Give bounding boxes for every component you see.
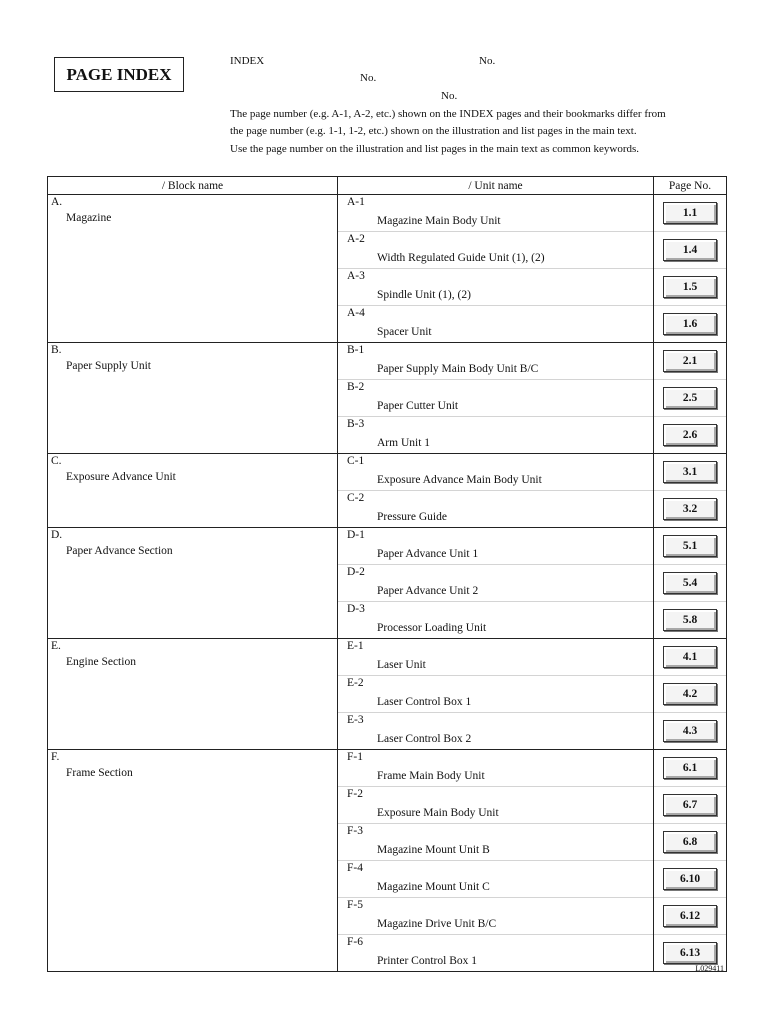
unit-name: Spacer Unit	[377, 326, 432, 338]
page-cell	[654, 602, 727, 639]
block-name: Engine Section	[66, 656, 136, 668]
unit-name: Paper Advance Unit 1	[377, 548, 479, 560]
unit-code: F-6	[347, 936, 363, 948]
unit-cell	[338, 898, 654, 935]
page-cell	[654, 898, 727, 935]
unit-code: F-1	[347, 751, 363, 763]
page-cell	[654, 750, 727, 787]
block-cell	[48, 750, 338, 972]
unit-cell	[338, 380, 654, 417]
column-header-unit: / Unit name	[338, 177, 654, 195]
page-cell	[654, 232, 727, 269]
unit-code: F-5	[347, 899, 363, 911]
unit-name: Magazine Main Body Unit	[377, 215, 501, 227]
table-row	[48, 454, 727, 491]
unit-cell	[338, 528, 654, 565]
page-cell	[654, 565, 727, 602]
block-name: Frame Section	[66, 767, 133, 779]
unit-cell	[338, 861, 654, 898]
block-name: Exposure Advance Unit	[66, 471, 176, 483]
unit-name: Paper Advance Unit 2	[377, 585, 479, 597]
table-row	[48, 195, 727, 232]
page-link-button[interactable]: 6.13	[663, 942, 717, 964]
page-link-button[interactable]: 6.8	[663, 831, 717, 853]
unit-code: C-2	[347, 492, 365, 504]
unit-code: D-1	[347, 529, 365, 541]
unit-code: E-2	[347, 677, 364, 689]
unit-cell	[338, 639, 654, 676]
block-code: F.	[51, 751, 60, 763]
block-name: Magazine	[66, 212, 112, 224]
unit-code: B-3	[347, 418, 365, 430]
unit-cell	[338, 343, 654, 380]
page-link-button[interactable]: 3.1	[663, 461, 717, 483]
unit-name: Magazine Drive Unit B/C	[377, 918, 497, 930]
block-cell	[48, 343, 338, 454]
page-link-button[interactable]: 1.1	[663, 202, 717, 224]
page-link-button[interactable]: 4.1	[663, 646, 717, 668]
unit-name: Pressure Guide	[377, 511, 447, 523]
unit-code: F-3	[347, 825, 363, 837]
block-name: Paper Supply Unit	[66, 360, 151, 372]
page-index-table	[47, 176, 727, 972]
unit-name: Frame Main Body Unit	[377, 770, 485, 782]
page-link-button[interactable]: 1.4	[663, 239, 717, 261]
page-cell	[654, 417, 727, 454]
page-link-button[interactable]: 4.3	[663, 720, 717, 742]
page-cell	[654, 454, 727, 491]
page-title: PAGE INDEX	[54, 57, 184, 92]
unit-cell	[338, 750, 654, 787]
page-link-button[interactable]: 6.12	[663, 905, 717, 927]
page-cell	[654, 343, 727, 380]
block-cell	[48, 639, 338, 750]
page-cell	[654, 491, 727, 528]
block-code: B.	[51, 344, 62, 356]
page-link-button[interactable]: 2.1	[663, 350, 717, 372]
unit-name: Paper Supply Main Body Unit B/C	[377, 363, 539, 375]
unit-cell	[338, 195, 654, 232]
unit-cell	[338, 491, 654, 528]
unit-cell	[338, 269, 654, 306]
header-note-line-3: Use the page number on the illustration and list pages in the main text as common keywords.	[230, 143, 640, 155]
unit-code: E-3	[347, 714, 364, 726]
page-link-button[interactable]: 3.2	[663, 498, 717, 520]
unit-name: Processor Loading Unit	[377, 622, 487, 634]
page-link-button[interactable]: 5.1	[663, 535, 717, 557]
unit-cell	[338, 676, 654, 713]
table-row	[48, 343, 727, 380]
page-cell	[654, 861, 727, 898]
unit-name: Magazine Mount Unit B	[377, 844, 490, 856]
page-link-button[interactable]: 1.5	[663, 276, 717, 298]
page-link-button[interactable]: 2.6	[663, 424, 717, 446]
unit-cell	[338, 232, 654, 269]
page-cell	[654, 676, 727, 713]
table-row	[48, 528, 727, 565]
header-note-line-1: The page number (e.g. A-1, A-2, etc.) shown on the INDEX pages and their bookmarks differ from	[230, 108, 666, 120]
header-note-line-2: the page number (e.g. 1-1, 1-2, etc.) shown on the illustration and list pages in the main text.	[230, 125, 637, 137]
unit-code: F-4	[347, 862, 363, 874]
page-cell	[654, 639, 727, 676]
header-number-label-2: No.	[360, 72, 377, 84]
unit-code: A-1	[347, 196, 365, 208]
unit-name: Width Regulated Guide Unit (1), (2)	[377, 252, 545, 264]
unit-cell	[338, 565, 654, 602]
unit-name: Printer Control Box 1	[377, 955, 477, 967]
unit-cell	[338, 417, 654, 454]
page-link-button[interactable]: 6.10	[663, 868, 717, 890]
page-cell	[654, 306, 727, 343]
unit-cell	[338, 454, 654, 491]
page-cell	[654, 269, 727, 306]
table-row	[48, 639, 727, 676]
unit-name: Magazine Mount Unit C	[377, 881, 490, 893]
unit-cell	[338, 824, 654, 861]
unit-code: C-1	[347, 455, 365, 467]
unit-cell	[338, 713, 654, 750]
page-cell	[654, 528, 727, 565]
unit-code: A-2	[347, 233, 365, 245]
page-link-button[interactable]: 5.8	[663, 609, 717, 631]
page-link-button[interactable]: 5.4	[663, 572, 717, 594]
unit-name: Arm Unit 1	[377, 437, 431, 449]
unit-code: A-4	[347, 307, 365, 319]
unit-code: F-2	[347, 788, 363, 800]
page-cell	[654, 787, 727, 824]
column-header-page: Page No.	[654, 177, 727, 195]
table-row	[48, 750, 727, 787]
unit-name: Exposure Main Body Unit	[377, 807, 499, 819]
unit-code: B-2	[347, 381, 365, 393]
block-cell	[48, 454, 338, 528]
unit-name: Exposure Advance Main Body Unit	[377, 474, 542, 486]
header-index-label: INDEX	[230, 55, 265, 67]
unit-code: A-3	[347, 270, 365, 282]
block-code: D.	[51, 529, 63, 541]
page-cell	[654, 195, 727, 232]
unit-cell	[338, 602, 654, 639]
page-cell	[654, 380, 727, 417]
block-name: Paper Advance Section	[66, 545, 173, 557]
page-cell	[654, 824, 727, 861]
page-link-button[interactable]: 1.6	[663, 313, 717, 335]
block-code: C.	[51, 455, 62, 467]
column-header-block: / Block name	[48, 177, 338, 195]
unit-name: Laser Unit	[377, 659, 426, 671]
unit-name: Laser Control Box 1	[377, 696, 472, 708]
page-link-button[interactable]: 4.2	[663, 683, 717, 705]
unit-cell	[338, 935, 654, 972]
unit-cell	[338, 787, 654, 824]
header-number-label: No.	[479, 55, 496, 67]
unit-name: Laser Control Box 2	[377, 733, 472, 745]
unit-cell	[338, 306, 654, 343]
header-number-label-3: No.	[441, 90, 458, 102]
block-code: E.	[51, 640, 61, 652]
page-link-button[interactable]: 2.5	[663, 387, 717, 409]
unit-name: Paper Cutter Unit	[377, 400, 459, 412]
block-cell	[48, 195, 338, 343]
table-header-row	[48, 177, 727, 195]
unit-name: Spindle Unit (1), (2)	[377, 289, 471, 301]
page-cell	[654, 713, 727, 750]
unit-code: E-1	[347, 640, 364, 652]
document-code: L029411	[695, 964, 724, 973]
block-cell	[48, 528, 338, 639]
unit-code: D-3	[347, 603, 365, 615]
block-code: A.	[51, 196, 63, 208]
table-body	[48, 195, 727, 972]
unit-code: B-1	[347, 344, 365, 356]
unit-code: D-2	[347, 566, 365, 578]
page-link-button[interactable]: 6.7	[663, 794, 717, 816]
page-link-button[interactable]: 6.1	[663, 757, 717, 779]
